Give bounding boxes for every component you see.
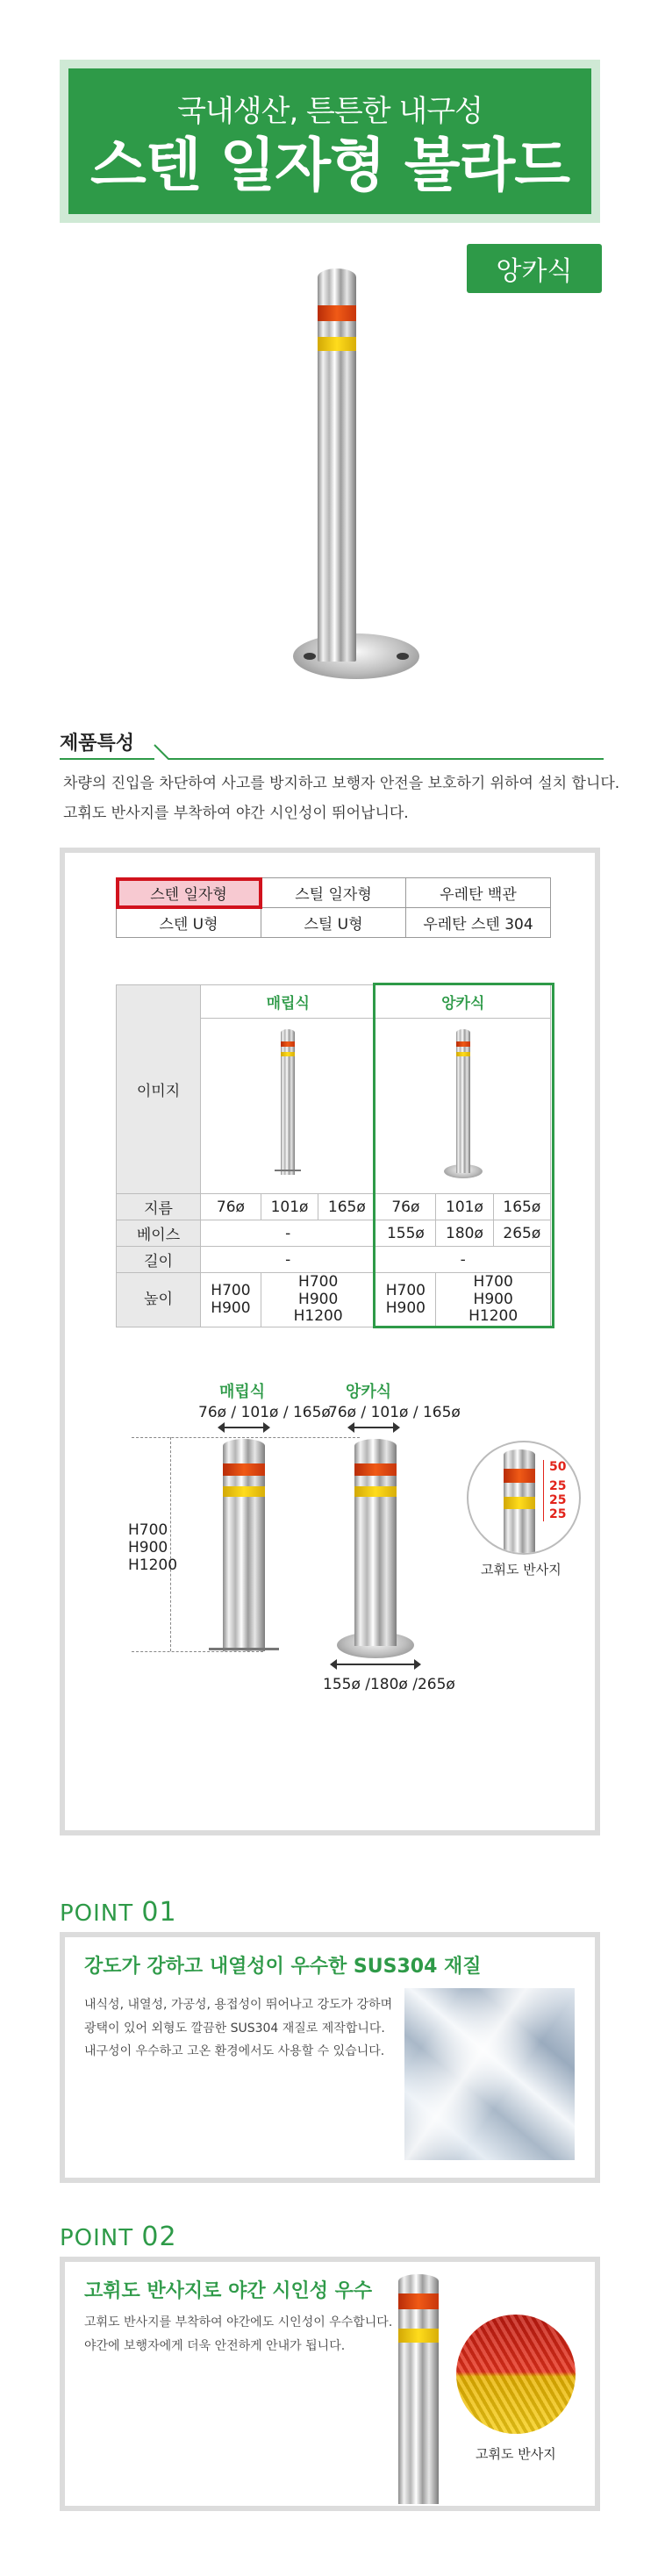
diagram-diameter-anka: 76ø / 101ø / 165ø xyxy=(328,1404,461,1421)
diagram-diameter-arrow-anka xyxy=(353,1427,395,1428)
diagram-top-line xyxy=(132,1437,360,1438)
header-title: 스텐 일자형 볼라드 xyxy=(89,131,569,199)
point-01-title xyxy=(60,1897,177,1928)
features-underline xyxy=(60,744,604,763)
anka-diameter-2: 101ø xyxy=(436,1194,493,1220)
row-label-image: 이미지 xyxy=(117,985,201,1194)
point-02-bollard xyxy=(398,2274,439,2504)
maerip-height-2: H700 H900 H1200 xyxy=(261,1273,375,1327)
row-label-base: 베이스 xyxy=(117,1220,201,1247)
reflector-zoom-circle xyxy=(467,1441,581,1555)
point-02-desc xyxy=(84,2311,392,2358)
image-anka xyxy=(375,1019,551,1194)
diagram-diameter-maerip: 76ø / 101ø / 165ø xyxy=(198,1404,331,1421)
point-01-heading: 강도가 강하고 내열성이 우수한 SUS304 재질 xyxy=(84,1956,482,1978)
point-02-caption: 고휘도 반사지 xyxy=(476,2446,556,2462)
diagram-anchor-bar xyxy=(209,1648,279,1650)
reflector-band-red xyxy=(318,305,356,321)
point-02-label: POINT xyxy=(60,2225,134,2251)
anka-base-2: 180ø xyxy=(436,1220,493,1247)
anka-diameter-1: 76ø xyxy=(375,1194,436,1220)
diagram-pole-maerip xyxy=(223,1439,265,1651)
features-line-1: 차량의 진입을 차단하여 사고를 방지하고 보행자 안전을 보호하기 위하여 설치 합니다. xyxy=(63,775,620,792)
maerip-diameter-2: 101ø xyxy=(261,1194,318,1220)
col-head-anka: 앙카식 xyxy=(375,985,551,1019)
type-sten-u[interactable]: 스텐 U형 xyxy=(117,908,261,938)
anka-base-3: 265ø xyxy=(493,1220,550,1247)
maerip-height-1: H700 H900 xyxy=(201,1273,261,1327)
row-label-diameter: 지름 xyxy=(117,1194,201,1220)
point-01-desc-line-2: 광택이 있어 외형도 깔끔한 SUS304 재질로 제작합니다. xyxy=(84,2021,385,2036)
type-urethane-baekgwan[interactable]: 우레탄 백관 xyxy=(406,878,551,908)
features-title: 제품특성 xyxy=(60,733,135,755)
point-01-desc-line-3: 내구성이 우수하고 고온 환경에서도 사용할 수 있습니다. xyxy=(84,2044,385,2059)
image-maerip xyxy=(201,1019,375,1194)
diagram-diameter-arrow-maerip xyxy=(223,1427,265,1428)
point-02-heading: 고휘도 반사지로 야간 시인성 우수 xyxy=(84,2280,373,2302)
diagram-label-anka: 앙카식 xyxy=(346,1383,392,1401)
diagram-base-label: 155ø /180ø /265ø xyxy=(323,1676,455,1693)
type-steel-iljahyung[interactable]: 스틸 일자형 xyxy=(261,878,406,908)
type-steel-u[interactable]: 스틸 U형 xyxy=(261,908,406,938)
diagram-base-arrow xyxy=(335,1664,416,1665)
maerip-base: - xyxy=(201,1220,375,1247)
point-01-desc-line-1: 내식성, 내열성, 가공성, 용접성이 뛰어나고 강도가 강하며 xyxy=(84,1998,393,2012)
reflector-caption: 고휘도 반사지 xyxy=(481,1562,561,1578)
reflector-dim-4: 25 xyxy=(549,1507,567,1521)
features-line-2: 고휘도 반사지를 부착하여 야간 시인성이 뛰어납니다. xyxy=(63,805,409,822)
anka-height-2: H700 H900 H1200 xyxy=(436,1273,551,1327)
sus304-texture-image xyxy=(404,1988,575,2160)
bollard-pole xyxy=(318,268,356,662)
header-banner xyxy=(60,60,600,223)
maerip-length: - xyxy=(201,1247,375,1273)
diagram-bottom-line xyxy=(132,1651,263,1652)
row-label-length: 길이 xyxy=(117,1247,201,1273)
reflector-band-yellow xyxy=(318,337,356,351)
diagram-label-maerip: 매립식 xyxy=(219,1383,266,1401)
reflector-dim-1: 50 xyxy=(549,1460,567,1474)
type-urethane-sten-304[interactable]: 우레탄 스텐 304 xyxy=(406,908,551,938)
bolt-right xyxy=(397,653,409,660)
point-01-label: POINT xyxy=(60,1900,134,1927)
point-01-box xyxy=(60,1932,600,2183)
product-type-grid xyxy=(116,877,551,938)
anka-height-1: H700 H900 xyxy=(375,1273,436,1327)
col-head-maerip: 매립식 xyxy=(201,985,375,1019)
diagram-height-label: H700 H900 H1200 xyxy=(128,1521,178,1574)
point-02-number: 02 xyxy=(141,2222,177,2252)
point-01-number: 01 xyxy=(141,1897,177,1928)
point-02-title xyxy=(60,2222,177,2252)
type-badge: 앙카식 xyxy=(467,244,602,293)
anka-length: - xyxy=(375,1247,551,1273)
diagram-pole-anka xyxy=(354,1439,397,1646)
header-banner-inner xyxy=(68,68,591,214)
point-01-desc xyxy=(84,1993,392,2064)
row-label-height: 높이 xyxy=(117,1273,201,1327)
point-02-desc-line-1: 고휘도 반사지를 부착하여 야간에도 시인성이 우수합니다. xyxy=(84,2315,393,2329)
anka-diameter-3: 165ø xyxy=(493,1194,550,1220)
anka-base-1: 155ø xyxy=(375,1220,436,1247)
type-sten-iljahyung[interactable]: 스텐 일자형 xyxy=(117,878,261,908)
spec-frame xyxy=(60,848,600,1835)
reflector-dim-2: 25 xyxy=(549,1479,567,1493)
reflector-closeup-image xyxy=(456,2315,576,2434)
point-02-box xyxy=(60,2257,600,2511)
maerip-diameter-1: 76ø xyxy=(201,1194,261,1220)
bolt-left xyxy=(304,653,316,660)
header-subtitle: 국내생산, 튼튼한 내구성 xyxy=(177,93,483,129)
spec-table xyxy=(116,984,551,1327)
maerip-diameter-3: 165ø xyxy=(318,1194,375,1220)
point-02-desc-line-2: 야간에 보행자에게 더욱 안전하게 안내가 됩니다. xyxy=(84,2338,346,2353)
reflector-dim-3: 25 xyxy=(549,1493,567,1507)
